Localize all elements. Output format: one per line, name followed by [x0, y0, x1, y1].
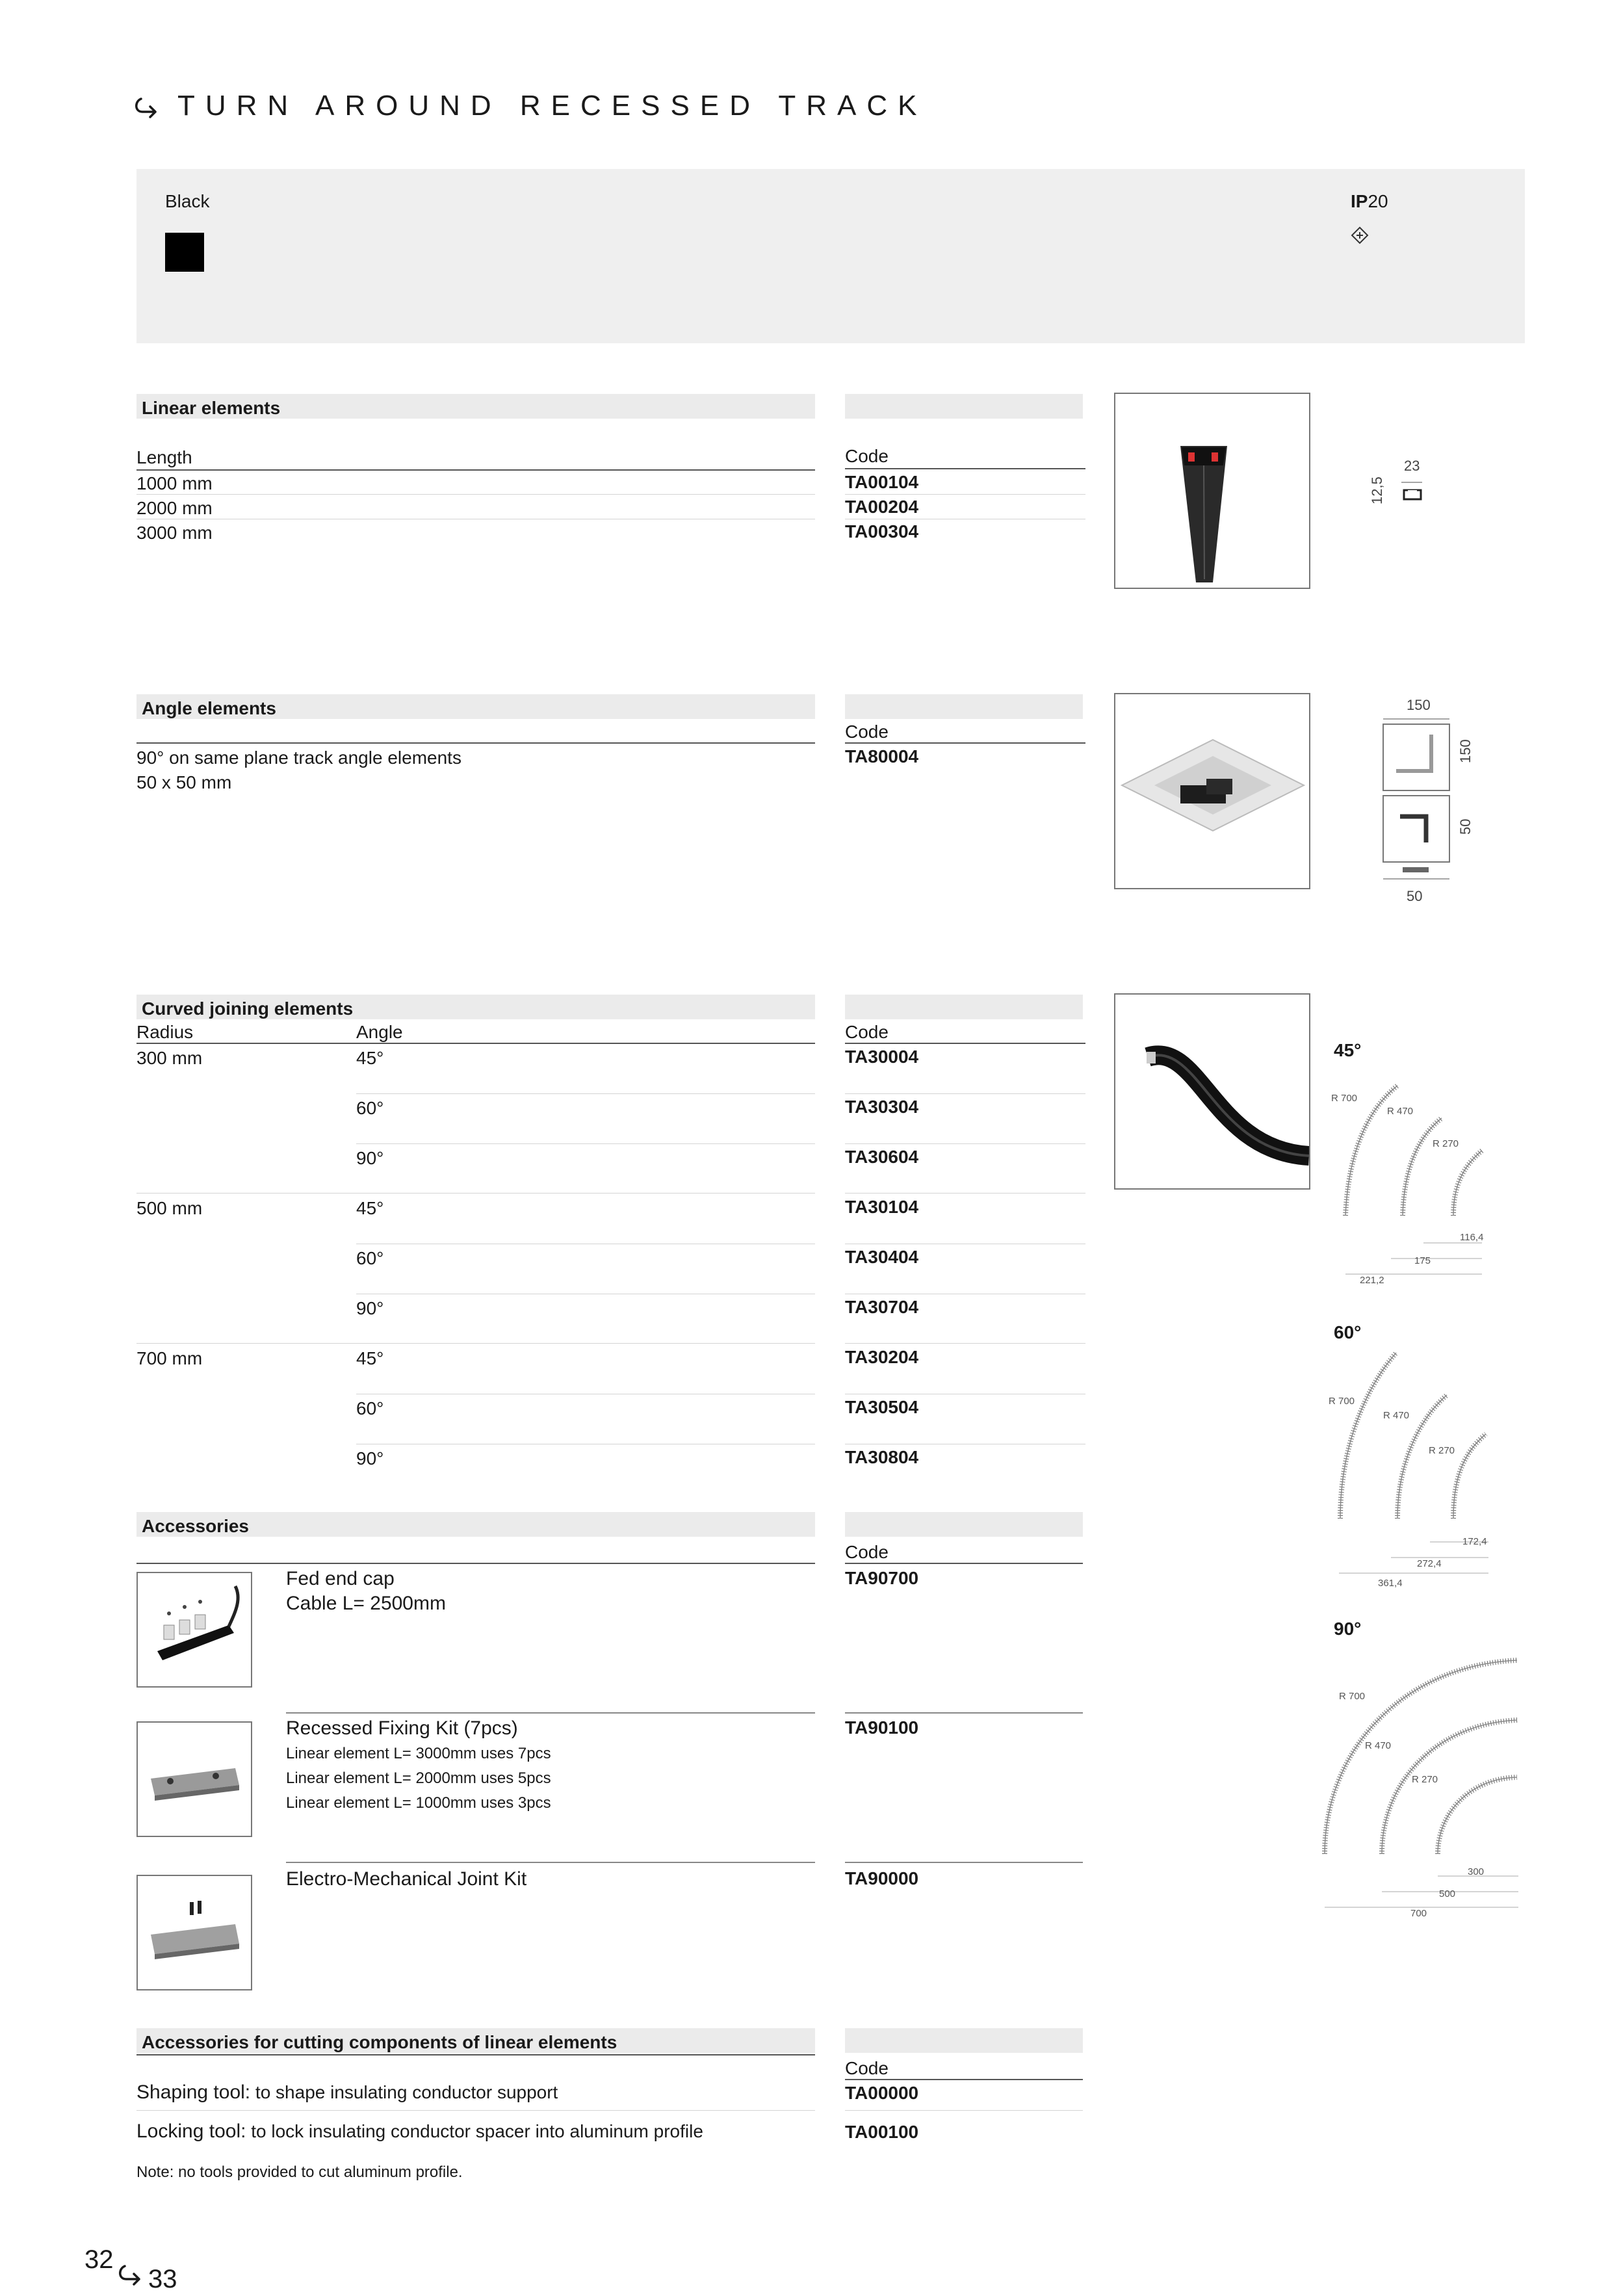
width-label: 116,4: [1460, 1232, 1484, 1243]
diagram-60-title: 60°: [1334, 1322, 1362, 1342]
divider: [136, 1343, 815, 1344]
cutting-heading: Accessories for cutting components of linear elements: [136, 2028, 815, 2053]
accessory-note: Linear element L= 3000mm uses 7pcs: [286, 1745, 551, 1762]
divider: [845, 2110, 1083, 2111]
divider: [845, 1343, 1085, 1344]
divider: [286, 1862, 815, 1863]
angle-dim-right-bottom: 50: [1457, 818, 1474, 835]
divider: [845, 1043, 1085, 1044]
finish-panel: [136, 169, 1525, 343]
black-swatch: [165, 233, 204, 272]
diagram-90-title: 90°: [1334, 1619, 1362, 1639]
tool-code: TA00100: [845, 2122, 919, 2142]
angle-code-header: [845, 694, 1083, 719]
indoor-symbol-icon: [1351, 226, 1369, 244]
radius-label: R 270: [1429, 1445, 1455, 1456]
accessories-code-header: [845, 1512, 1083, 1537]
joint-kit-image: [136, 1875, 252, 1990]
width-label: 272,4: [1417, 1558, 1442, 1569]
radius-label: R 700: [1329, 1396, 1355, 1407]
curved-code: TA30204: [845, 1347, 919, 1367]
accessory-name: Electro-Mechanical Joint Kit: [286, 1868, 527, 1890]
divider: [845, 1563, 1083, 1564]
accessory-code: TA90700: [845, 1568, 919, 1588]
curved-angle: 90°: [356, 1298, 384, 1318]
width-label: 361,4: [1378, 1578, 1403, 1589]
linear-code: TA00104: [845, 472, 919, 492]
angle-dim-bottom: 50: [1407, 888, 1423, 904]
angle-heading: Angle elements: [136, 694, 815, 719]
accessory-note: Linear element L= 2000mm uses 5pcs: [286, 1769, 551, 1787]
accessory-detail: Cable L= 2500mm: [286, 1593, 446, 1614]
linear-code-header: [845, 394, 1083, 419]
page-number-left: 32: [84, 2245, 114, 2274]
curved-code: TA30604: [845, 1147, 919, 1167]
width-label: 500: [1439, 1888, 1456, 1899]
radius-label: R 270: [1412, 1774, 1438, 1785]
linear-col-length: Length: [136, 447, 192, 467]
turn-arrow-icon: [133, 96, 163, 118]
divider: [845, 742, 1085, 744]
divider: [845, 2079, 1083, 2080]
curved-angle: 90°: [356, 1448, 384, 1468]
width-label: 700: [1410, 1908, 1427, 1919]
divider: [136, 494, 815, 495]
cutting-col-code: Code: [845, 2058, 889, 2078]
linear-element-image: [1114, 393, 1310, 589]
linear-length: 3000 mm: [136, 523, 213, 543]
width-label: 300: [1468, 1866, 1485, 1877]
dim-width: 23: [1404, 458, 1420, 474]
tool-row: Locking tool: to lock insulating conductor spacer into aluminum profile: [136, 2120, 703, 2142]
curved-code: TA30704: [845, 1297, 919, 1317]
angle-dim-right-top: 150: [1457, 739, 1474, 763]
fed-end-cap-image: [136, 1572, 252, 1688]
width-label: 172,4: [1462, 1536, 1487, 1547]
accessories-heading: Accessories: [136, 1512, 815, 1537]
accessory-code: TA90100: [845, 1717, 919, 1738]
divider: [845, 1862, 1083, 1863]
turn-arrow-icon: [117, 2263, 143, 2286]
curved-code: TA30404: [845, 1247, 919, 1267]
curved-angle: 90°: [356, 1148, 384, 1168]
diagram-45-title: 45°: [1334, 1040, 1362, 1060]
accessory-name: Fed end cap: [286, 1568, 395, 1589]
tool-code: TA00000: [845, 2083, 919, 2103]
tool-row: Shaping tool: to shape insulating conductor support: [136, 2081, 558, 2103]
linear-heading: Linear elements: [136, 394, 815, 419]
profile-section-icon: [1400, 478, 1423, 502]
divider: [845, 1193, 1085, 1194]
curve-60-drawing: [1326, 1350, 1495, 1584]
curved-radius: 500 mm: [136, 1198, 203, 1218]
divider: [845, 1712, 1083, 1714]
curved-code: TA30104: [845, 1197, 919, 1217]
angle-dim-top: 150: [1407, 697, 1431, 713]
accessories-col-code: Code: [845, 1542, 889, 1562]
curved-col-angle: Angle: [356, 1022, 403, 1042]
linear-col-code: Code: [845, 446, 889, 466]
accessory-note: Linear element L= 1000mm uses 3pcs: [286, 1794, 551, 1812]
accessory-name: Recessed Fixing Kit (7pcs): [286, 1717, 518, 1739]
radius-label: R 700: [1331, 1093, 1358, 1104]
divider: [845, 494, 1085, 495]
width-label: 175: [1414, 1255, 1431, 1266]
ip-rating: IP20: [1351, 191, 1388, 211]
radius-label: R 470: [1383, 1410, 1410, 1421]
divider: [136, 469, 815, 471]
radius-label: R 470: [1365, 1740, 1392, 1751]
curved-code: TA30804: [845, 1447, 919, 1467]
radius-label: R 270: [1433, 1138, 1459, 1149]
divider: [845, 1093, 1085, 1094]
angle-element-image: [1114, 693, 1310, 889]
divider: [136, 1193, 815, 1194]
angle-plan-drawing: [1381, 715, 1452, 884]
angle-col-code: Code: [845, 722, 889, 742]
curved-angle: 60°: [356, 1398, 384, 1418]
curved-heading: Curved joining elements: [136, 995, 815, 1019]
curved-col-code: Code: [845, 1022, 889, 1042]
curved-code: TA30304: [845, 1097, 919, 1117]
page-number-right: 33: [148, 2265, 177, 2293]
color-label: Black: [165, 191, 210, 211]
page-title: [133, 90, 928, 122]
divider: [845, 468, 1085, 469]
divider: [356, 1093, 815, 1094]
linear-code: TA00204: [845, 497, 919, 517]
curved-radius: 300 mm: [136, 1048, 203, 1068]
divider: [136, 2110, 815, 2111]
divider: [286, 1712, 815, 1714]
angle-desc: 90° on same plane track angle elements: [136, 748, 461, 768]
curved-angle: 45°: [356, 1048, 384, 1068]
curved-col-radius: Radius: [136, 1022, 194, 1042]
radius-label: R 470: [1387, 1106, 1414, 1117]
curved-code: TA30004: [845, 1047, 919, 1067]
linear-code: TA00304: [845, 521, 919, 541]
linear-length: 2000 mm: [136, 498, 213, 518]
curved-code: TA30504: [845, 1397, 919, 1417]
cutting-code-header: [845, 2028, 1083, 2053]
cutting-note: Note: no tools provided to cut aluminum profile.: [136, 2163, 463, 2181]
divider: [136, 1563, 815, 1564]
curved-element-image: [1114, 993, 1310, 1190]
curved-code-header: [845, 995, 1083, 1019]
divider: [136, 742, 815, 744]
angle-size: 50 x 50 mm: [136, 772, 232, 792]
curved-angle: 45°: [356, 1348, 384, 1368]
width-label: 221,2: [1360, 1275, 1384, 1286]
curved-radius: 700 mm: [136, 1348, 203, 1368]
fixing-kit-image: [136, 1721, 252, 1837]
divider: [845, 1143, 1085, 1144]
divider: [356, 1143, 815, 1144]
accessory-code: TA90000: [845, 1868, 919, 1888]
divider: [136, 2054, 815, 2055]
divider: [136, 1043, 815, 1044]
radius-label: R 700: [1339, 1691, 1366, 1702]
curve-45-drawing: [1326, 1073, 1495, 1287]
linear-length: 1000 mm: [136, 473, 213, 493]
curved-angle: 60°: [356, 1248, 384, 1268]
dim-height: 12,5: [1369, 476, 1385, 504]
title-text: TURN AROUND RECESSED TRACK: [177, 90, 928, 122]
curved-angle: 60°: [356, 1098, 384, 1118]
angle-code: TA80004: [845, 746, 919, 766]
curved-angle: 45°: [356, 1198, 384, 1218]
